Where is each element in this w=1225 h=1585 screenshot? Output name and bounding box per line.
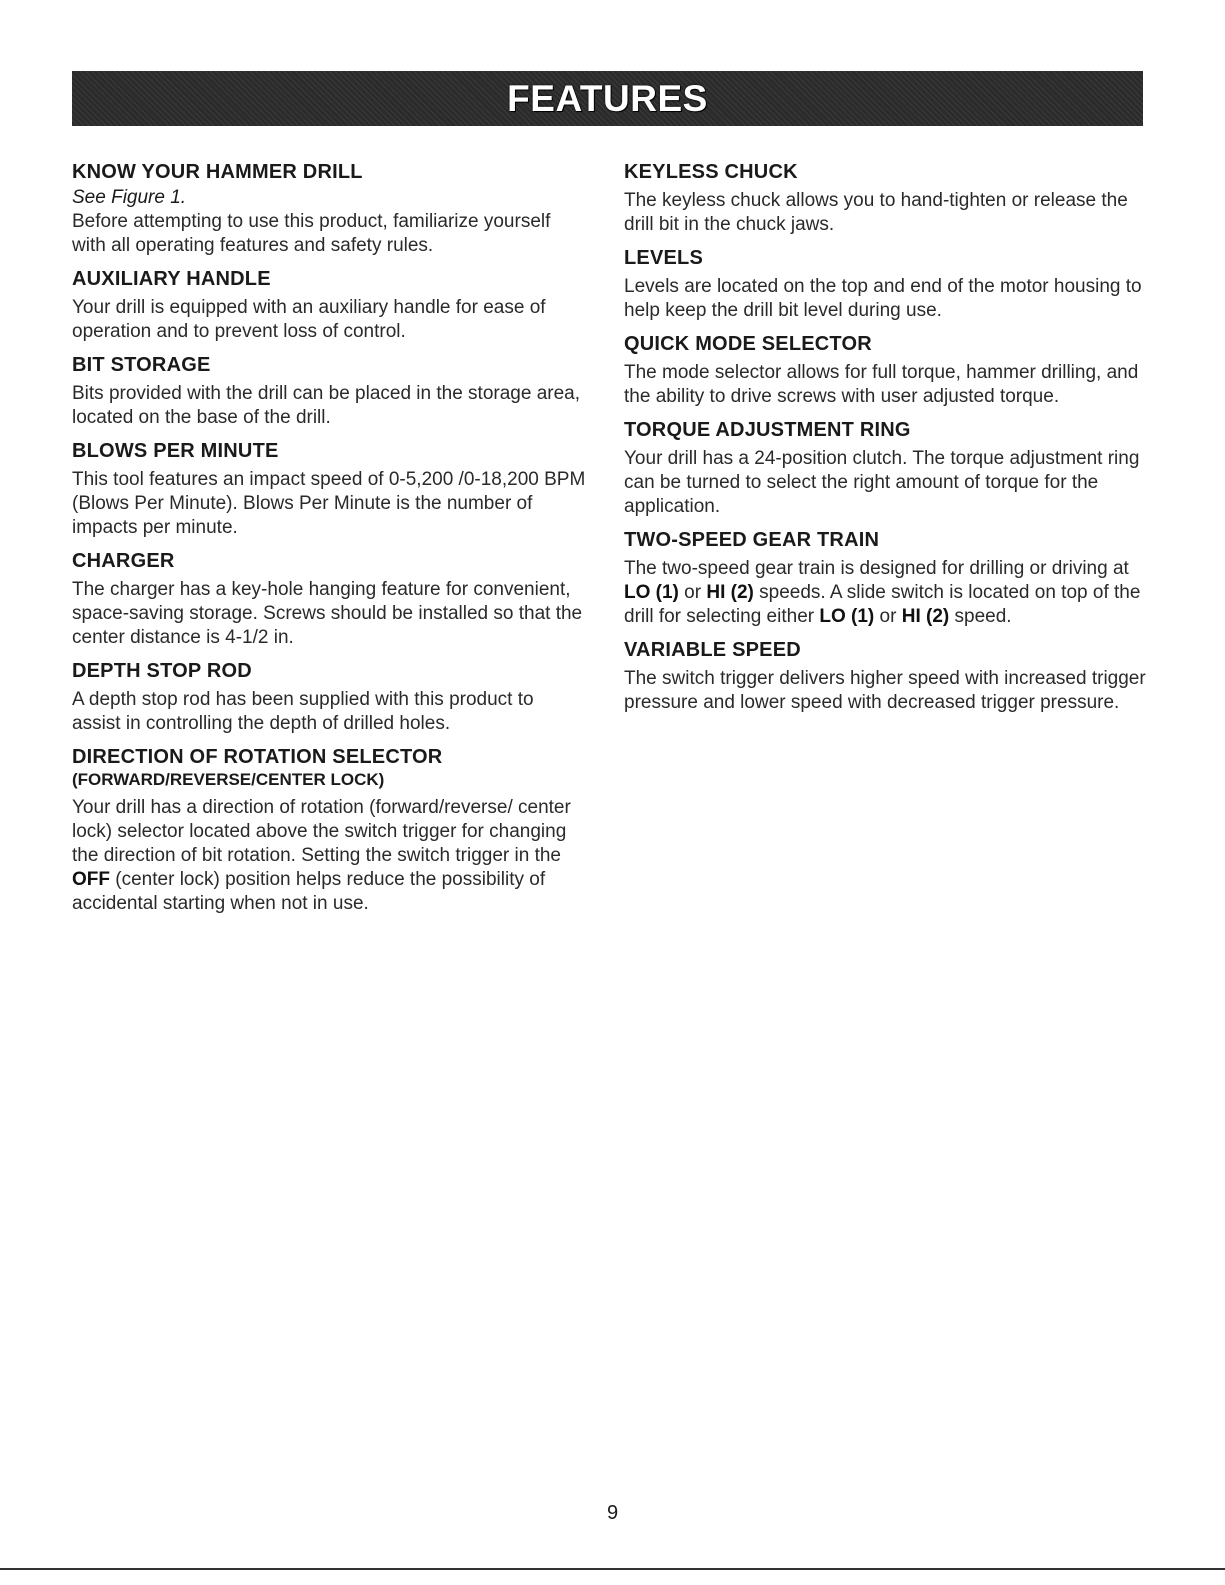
section-quick-mode-selector <box>624 331 1149 409</box>
bottom-rule <box>0 1568 1225 1570</box>
page-number: 9 <box>606 1502 619 1524</box>
body-text-part: speed. <box>949 606 1012 627</box>
section-heading: AUXILIARY HANDLE <box>72 268 271 290</box>
figure-reference: See Figure 1. <box>72 187 187 208</box>
lo-speed-emphasis: LO (1) <box>819 606 875 627</box>
section-variable-speed <box>624 637 1149 715</box>
off-emphasis: OFF <box>72 869 110 890</box>
section-heading: LEVELS <box>624 247 703 269</box>
section-heading: QUICK MODE SELECTOR <box>624 333 872 355</box>
section-heading: KEYLESS CHUCK <box>624 161 798 183</box>
left-column <box>72 159 587 924</box>
section-keyless-chuck <box>624 159 1149 237</box>
section-body: This tool features an impact speed of 0-5,200 /0-18,200 BPM (Blows Per Minute). Blows Per Minute is the number of impacts per minute. <box>72 469 586 538</box>
section-heading: DEPTH STOP ROD <box>72 660 252 682</box>
features-banner <box>72 71 1143 126</box>
body-text-part: speeds. A slide switch is located on top of the drill for selecting either <box>624 582 1141 627</box>
banner-title: FEATURES <box>507 77 708 119</box>
section-body: Bits provided with the drill can be placed in the storage area, located on the base of the drill. <box>72 383 581 428</box>
section-direction-of-rotation-selector <box>72 744 587 916</box>
section-auxiliary-handle <box>72 266 587 344</box>
section-heading: VARIABLE SPEED <box>624 639 801 661</box>
section-body: The keyless chuck allows you to hand-tighten or release the drill bit in the chuck jaws. <box>624 190 1128 235</box>
body-text-part: The two-speed gear train is designed for drilling or driving at <box>624 558 1129 579</box>
right-column <box>624 159 1149 723</box>
section-body: Your drill is equipped with an auxiliary handle for ease of operation and to prevent loss of control. <box>72 297 546 342</box>
section-subheading: (FORWARD/REVERSE/CENTER LOCK) <box>72 770 385 789</box>
section-body: A depth stop rod has been supplied with this product to assist in controlling the depth of drilled holes. <box>72 689 534 734</box>
section-body: The mode selector allows for full torque, hammer drilling, and the ability to drive screws with user adjusted torque. <box>624 362 1139 407</box>
section-heading: BIT STORAGE <box>72 354 211 376</box>
section-charger <box>72 548 587 650</box>
section-body <box>72 796 587 916</box>
lo-speed-emphasis: LO (1) <box>624 582 679 603</box>
hi-speed-emphasis: HI (2) <box>901 606 950 627</box>
section-heading: TORQUE ADJUSTMENT RING <box>624 419 911 441</box>
section-body: The charger has a key-hole hanging feature for convenient, space-saving storage. Screws should be installed so that the center distance is 4-1/2 in. <box>72 579 583 648</box>
body-text-part: or <box>678 582 707 603</box>
hi-speed-emphasis: HI (2) <box>706 582 754 603</box>
section-body: Before attempting to use this product, familiarize yourself with all operating features and safety rules. <box>72 211 551 256</box>
body-text-part: (center lock) position helps reduce the possibility of accidental starting when not in use. <box>72 869 546 914</box>
body-text-part: or <box>874 606 902 627</box>
section-body: Levels are located on the top and end of the motor housing to help keep the drill bit level during use. <box>624 276 1142 321</box>
body-text-part: Your drill has a direction of rotation (forward/reverse/ center lock) selector located above the switch trigger for changing the direction of bit rotation. Setting the switch trigger in the <box>72 797 571 866</box>
section-heading: BLOWS PER MINUTE <box>72 440 279 462</box>
section-blows-per-minute <box>72 438 587 540</box>
section-depth-stop-rod <box>72 658 587 736</box>
section-body <box>624 557 1149 629</box>
section-heading: CHARGER <box>72 550 175 572</box>
section-heading: TWO-SPEED GEAR TRAIN <box>624 529 880 551</box>
section-levels <box>624 245 1149 323</box>
section-body: The switch trigger delivers higher speed with increased trigger pressure and lower speed with decreased trigger pressure. <box>624 668 1146 713</box>
section-torque-adjustment-ring <box>624 417 1149 519</box>
section-body: Your drill has a 24-position clutch. The torque adjustment ring can be turned to select the right amount of torque for the application. <box>624 448 1140 517</box>
section-two-speed-gear-train <box>624 527 1149 629</box>
section-bit-storage <box>72 352 587 430</box>
section-heading: DIRECTION OF ROTATION SELECTOR <box>72 746 443 768</box>
section-know-your-hammer-drill <box>72 159 587 258</box>
section-heading: KNOW YOUR HAMMER DRILL <box>72 161 363 183</box>
